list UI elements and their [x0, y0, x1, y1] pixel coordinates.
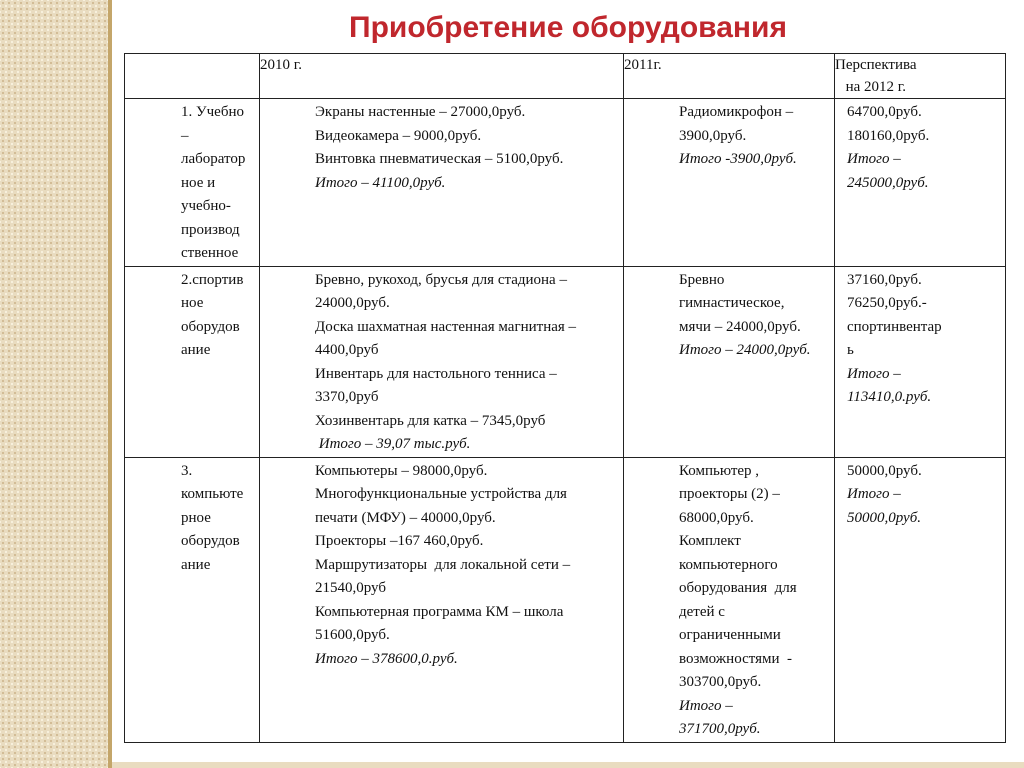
- cell-line: 50000,0руб.: [847, 509, 922, 526]
- cell-line: Компьютер ,: [679, 462, 760, 479]
- cell-line: детей с: [679, 603, 725, 620]
- cell-line: Компьютерная программа КМ – школа: [315, 603, 564, 620]
- cell-line: Инвентарь для настольного тенниса –: [315, 365, 557, 382]
- cell-line: гимнастическое,: [679, 295, 785, 311]
- cell-line: 180160,0руб.: [847, 127, 930, 144]
- cell-line: ь: [847, 342, 854, 358]
- cell-line: Итого – 41100,0руб.: [315, 174, 446, 191]
- cell-line: печати (МФУ) – 40000,0руб.: [315, 509, 496, 526]
- category-line: оборудов: [181, 318, 240, 335]
- category-line: рное: [181, 509, 211, 526]
- header-cell-category: [125, 54, 260, 99]
- cell-2010: [260, 457, 624, 742]
- cell-line: Многофункциональные устройства для: [315, 486, 567, 502]
- cell-line: 113410,0.руб.: [847, 389, 932, 405]
- decorative-side-line: [108, 0, 112, 768]
- cell-line: ограниченными: [679, 627, 781, 643]
- category-line: учебно-: [181, 198, 231, 214]
- category-cell: [125, 99, 260, 267]
- header-cell-2011: 2011г.: [624, 54, 835, 99]
- cell-line: Итого –: [679, 697, 733, 714]
- cell-line: 4400,0руб: [315, 342, 379, 358]
- cell-line: 76250,0руб.-: [847, 295, 927, 311]
- cell-line: 3370,0руб: [315, 389, 379, 405]
- cell-2012: [835, 99, 1006, 267]
- cell-line: компьютерного: [679, 556, 778, 573]
- category-line: лаборатор: [181, 151, 246, 167]
- cell-line: Маршрутизаторы для локальной сети –: [315, 556, 571, 573]
- cell-line: Итого -3900,0руб.: [679, 151, 797, 167]
- cell-line: 245000,0руб.: [847, 174, 929, 191]
- cell-line: Проекторы –167 460,0руб.: [315, 533, 484, 549]
- cell-2011: [624, 266, 835, 457]
- decorative-side-band: [0, 0, 108, 768]
- cell-2010: [260, 266, 624, 457]
- cell-line: Радиомикрофон –: [679, 104, 794, 120]
- cell-line: Бревно, рукоход, брусья для стадиона –: [315, 271, 567, 288]
- category-line: 2.спортив: [181, 271, 244, 288]
- category-line: 1. Учебно: [181, 104, 244, 120]
- cell-line: Бревно: [679, 271, 725, 288]
- header-2012-line: на 2012 г.: [845, 79, 906, 95]
- cell-line: Итого – 378600,0.руб.: [315, 650, 458, 667]
- table-row: [125, 457, 1006, 742]
- cell-line: Итого –: [847, 486, 901, 502]
- header-2012-line: Перспектива: [835, 57, 917, 73]
- cell-line: Компьютеры – 98000,0руб.: [315, 462, 488, 479]
- cell-line: Итого – 39,07 тыс.руб.: [315, 436, 471, 452]
- category-cell: [125, 457, 260, 742]
- cell-line: оборудования для: [679, 580, 797, 596]
- equipment-table: [124, 53, 1006, 743]
- header-cell-2012: [835, 54, 1006, 99]
- cell-2011: [624, 457, 835, 742]
- category-line: –: [181, 127, 189, 144]
- table-row: [125, 99, 1006, 267]
- cell-line: Итого –: [847, 365, 901, 382]
- cell-line: Итого –: [847, 151, 901, 167]
- cell-line: Экраны настенные – 27000,0руб.: [315, 104, 526, 120]
- cell-line: 24000,0руб.: [315, 295, 390, 311]
- cell-line: 3900,0руб.: [679, 127, 747, 144]
- cell-line: мячи – 24000,0руб.: [679, 318, 801, 335]
- decorative-bottom-band: [112, 762, 1024, 768]
- cell-2010: [260, 99, 624, 267]
- cell-line: Комплект: [679, 533, 741, 549]
- cell-line: 303700,0руб.: [679, 674, 762, 690]
- cell-line: Доска шахматная настенная магнитная –: [315, 318, 577, 335]
- cell-line: 50000,0руб.: [847, 462, 922, 479]
- category-line: ственное: [181, 245, 239, 261]
- category-line: 3.: [181, 462, 193, 479]
- cell-2012: [835, 266, 1006, 457]
- category-line: ание: [181, 556, 211, 573]
- cell-line: 21540,0руб: [315, 580, 386, 596]
- category-line: оборудов: [181, 533, 240, 549]
- category-line: ное и: [181, 174, 216, 191]
- cell-line: Видеокамера – 9000,0руб.: [315, 127, 482, 144]
- header-cell-2010: 2010 г.: [260, 54, 624, 99]
- cell-line: Винтовка пневматическая – 5100,0руб.: [315, 151, 564, 167]
- category-line: ание: [181, 342, 211, 358]
- table-row: [125, 266, 1006, 457]
- cell-line: проекторы (2) –: [679, 486, 780, 502]
- page-title: Приобретение оборудования: [349, 11, 787, 44]
- category-line: производ: [181, 221, 240, 238]
- cell-line: 37160,0руб.: [847, 271, 922, 288]
- cell-line: 64700,0руб.: [847, 104, 922, 120]
- cell-line: 371700,0руб.: [679, 721, 761, 737]
- cell-2012: [835, 457, 1006, 742]
- cell-2011: [624, 99, 835, 267]
- category-cell: [125, 266, 260, 457]
- category-line: компьюте: [181, 486, 244, 502]
- category-line: ное: [181, 295, 204, 311]
- cell-line: 51600,0руб.: [315, 627, 390, 643]
- cell-line: Хозинвентарь для катка – 7345,0руб: [315, 412, 546, 429]
- cell-line: 68000,0руб.: [679, 509, 754, 526]
- cell-line: возможностями -: [679, 650, 793, 667]
- cell-line: Итого – 24000,0руб.: [679, 342, 811, 358]
- table-header-row: [125, 54, 1006, 99]
- cell-line: спортинвентар: [847, 318, 942, 335]
